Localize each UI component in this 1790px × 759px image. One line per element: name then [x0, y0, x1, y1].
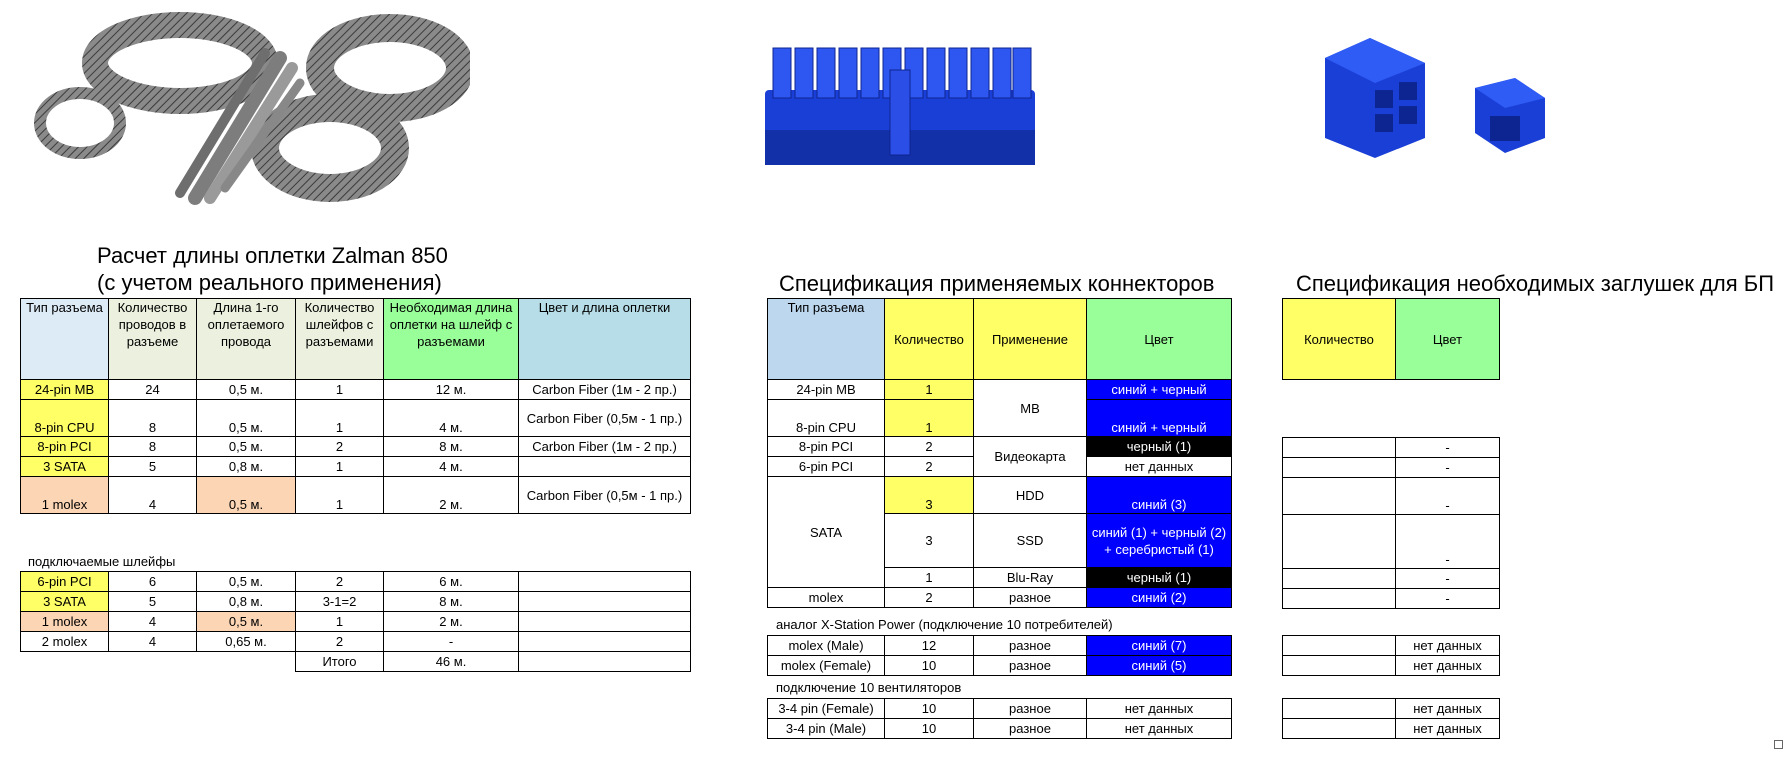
plug-xstation-table — [1282, 635, 1500, 676]
cell: 1 — [885, 380, 974, 400]
empty-cell — [21, 652, 109, 672]
cell: - — [1396, 569, 1500, 589]
cell: Carbon Fiber (1м - 2 пр.) — [519, 437, 691, 457]
cable-braid-image — [30, 8, 470, 208]
cell: 8-pin CPU — [21, 400, 109, 437]
cell — [519, 592, 691, 612]
right-title: Спецификация необходимых заглушек для БП — [1296, 271, 1775, 296]
middle-title: Спецификация применяемых коннекторов — [779, 271, 1215, 296]
cell — [1283, 515, 1396, 569]
cell: Carbon Fiber (0,5м - 1 пр.) — [519, 400, 691, 437]
cell: SSD — [974, 514, 1087, 568]
total-value: 46 м. — [384, 652, 519, 672]
cell: molex (Female) — [768, 656, 885, 676]
cell: 3 — [885, 477, 974, 514]
cell: 1 — [296, 380, 384, 400]
cell: разное — [974, 588, 1087, 608]
cell — [519, 652, 691, 672]
cell: 1 — [296, 400, 384, 437]
cell: синий (5) — [1087, 656, 1232, 676]
cell: нет данных — [1396, 719, 1500, 739]
cell: - — [1396, 458, 1500, 478]
table-row — [21, 457, 691, 477]
cell: 3-4 pin (Female) — [768, 699, 885, 719]
cell: 8 м. — [384, 437, 519, 457]
cell: - — [1396, 589, 1500, 609]
table-row — [1283, 478, 1500, 515]
cell: 3 SATA — [21, 457, 109, 477]
table-row — [768, 656, 1232, 676]
cell — [519, 572, 691, 592]
table-row — [21, 612, 691, 632]
header-cable-count: Количество шлейфов с разъемами — [296, 299, 384, 380]
cell: 12 — [885, 636, 974, 656]
cell — [1283, 569, 1396, 589]
cell: 2 — [296, 437, 384, 457]
table-row — [1283, 699, 1500, 719]
cell: 2 м. — [384, 477, 519, 514]
cell — [1283, 589, 1396, 609]
table-row — [21, 572, 691, 592]
cell: 3-1=2 — [296, 592, 384, 612]
cell: - — [384, 632, 519, 652]
cell: разное — [974, 699, 1087, 719]
cell: 1 molex — [21, 612, 109, 632]
cell: 4 — [109, 477, 197, 514]
cell: синий (3) — [1087, 477, 1232, 514]
cell: - — [1396, 478, 1500, 515]
cell: 0,65 м. — [197, 632, 296, 652]
plug-spec-header-table — [1282, 298, 1500, 380]
cell: 6 — [109, 572, 197, 592]
cell: 1 — [885, 568, 974, 588]
cell — [1283, 699, 1396, 719]
cell: 10 — [885, 719, 974, 739]
cell: нет данных — [1396, 656, 1500, 676]
left-title-line2: (с учетом реального применения) — [97, 270, 442, 295]
cell — [519, 632, 691, 652]
cell: 0,8 м. — [197, 457, 296, 477]
table-row — [1283, 589, 1500, 609]
cell — [519, 457, 691, 477]
table-row — [21, 437, 691, 457]
table-row — [768, 719, 1232, 739]
cell: 1 — [296, 477, 384, 514]
total-label: Итого — [296, 652, 384, 672]
cell: нет данных — [1087, 699, 1232, 719]
cell — [1283, 438, 1396, 458]
cell: Blu-Ray — [974, 568, 1087, 588]
cell: синий (7) — [1087, 636, 1232, 656]
left-title-line1: Расчет длины оплетки Zalman 850 — [97, 243, 448, 268]
table-row — [1283, 719, 1500, 739]
cell: 0,5 м. — [197, 612, 296, 632]
cell: 0,5 м. — [197, 437, 296, 457]
header-required-length: Необходимая длина оплетки на шлейф с разъемами — [384, 299, 519, 380]
connected-cables-label: подключаемые шлейфы — [28, 554, 176, 569]
cell: нет данных — [1396, 699, 1500, 719]
cell: 2 — [296, 572, 384, 592]
cell — [519, 612, 691, 632]
xstation-table — [767, 635, 1232, 676]
cell: 4 м. — [384, 457, 519, 477]
cell: molex (Male) — [768, 636, 885, 656]
cell — [1283, 458, 1396, 478]
table-row — [768, 437, 1232, 457]
connected-cables-table — [20, 571, 691, 672]
table-row — [21, 477, 691, 514]
table-row — [1283, 636, 1500, 656]
cell: синий + черный — [1087, 400, 1232, 437]
table-row — [768, 636, 1232, 656]
cell — [1283, 636, 1396, 656]
cell: черный (1) — [1087, 568, 1232, 588]
cell: 8-pin PCI — [21, 437, 109, 457]
cell: разное — [974, 656, 1087, 676]
cell: 1 — [885, 400, 974, 437]
table-row — [768, 588, 1232, 608]
cell — [1283, 478, 1396, 515]
cell: разное — [974, 636, 1087, 656]
fans-note: подключение 10 вентиляторов — [776, 680, 962, 695]
xstation-note: аналог X-Station Power (подключение 10 потребителей) — [776, 617, 1113, 632]
cell: 4 — [109, 632, 197, 652]
cell: 1 molex — [21, 477, 109, 514]
cell: 0,5 м. — [197, 380, 296, 400]
cell: 8 — [109, 437, 197, 457]
cell: 24-pin MB — [21, 380, 109, 400]
cell: 0,5 м. — [197, 572, 296, 592]
header-usage: Применение — [974, 299, 1087, 380]
cell: 10 — [885, 656, 974, 676]
cell: HDD — [974, 477, 1087, 514]
header-quantity: Количество — [1283, 299, 1396, 380]
total-row — [21, 652, 691, 672]
plug-fans-table — [1282, 698, 1500, 739]
cell: разное — [974, 719, 1087, 739]
cell: 3-4 pin (Male) — [768, 719, 885, 739]
cell: синий (1) + черный (2) + серебристый (1) — [1087, 514, 1232, 568]
table-row — [1283, 515, 1500, 569]
connector-spec-table — [767, 298, 1232, 608]
fans-table — [767, 698, 1232, 739]
table-row — [1283, 438, 1500, 458]
header-connector-type: Тип разъема — [21, 299, 109, 380]
cell: 8-pin PCI — [768, 437, 885, 457]
table-row — [21, 400, 691, 437]
cell: 5 — [109, 457, 197, 477]
cell: MB — [974, 380, 1087, 437]
cell: 1 — [296, 612, 384, 632]
cell: 3 — [885, 514, 974, 568]
cell: 4 — [109, 612, 197, 632]
cell: - — [1396, 438, 1500, 458]
header-connector-type: Тип разъема — [768, 299, 885, 380]
table-row — [21, 380, 691, 400]
cell: нет данных — [1087, 719, 1232, 739]
cell: 2 — [885, 437, 974, 457]
table-row — [768, 699, 1232, 719]
plug-spec-table — [1282, 437, 1500, 609]
cell: 12 м. — [384, 380, 519, 400]
cell: 6-pin PCI — [21, 572, 109, 592]
header-quantity: Количество — [885, 299, 974, 380]
cell: 0,8 м. — [197, 592, 296, 612]
table-row — [21, 592, 691, 612]
cell — [1283, 719, 1396, 739]
header-color: Цвет — [1087, 299, 1232, 380]
connector-6pin-image — [1315, 28, 1555, 158]
table-row — [1283, 458, 1500, 478]
cell: 24-pin MB — [768, 380, 885, 400]
cell: 8-pin CPU — [768, 400, 885, 437]
table-row — [768, 477, 1232, 514]
connector-24pin-image — [755, 40, 1045, 170]
cell: 4 м. — [384, 400, 519, 437]
cell: Carbon Fiber (0,5м - 1 пр.) — [519, 477, 691, 514]
cell: синий + черный — [1087, 380, 1232, 400]
table-row — [1283, 656, 1500, 676]
cell: синий (2) — [1087, 588, 1232, 608]
cell: 0,5 м. — [197, 400, 296, 437]
table-row — [21, 632, 691, 652]
cell: нет данных — [1396, 636, 1500, 656]
empty-cell — [197, 652, 296, 672]
cell: 8 — [109, 400, 197, 437]
cell: Carbon Fiber (1м - 2 пр.) — [519, 380, 691, 400]
cell: - — [1396, 515, 1500, 569]
cell: нет данных — [1087, 457, 1232, 477]
braid-length-table — [20, 298, 691, 514]
cell: 2 м. — [384, 612, 519, 632]
cell: 5 — [109, 592, 197, 612]
empty-cell — [109, 652, 197, 672]
cell: черный (1) — [1087, 437, 1232, 457]
cell: Видеокарта — [974, 437, 1087, 477]
header-color: Цвет — [1396, 299, 1500, 380]
cell: 6 м. — [384, 572, 519, 592]
cell: 10 — [885, 699, 974, 719]
header-braid-color: Цвет и длина оплетки — [519, 299, 691, 380]
cell: 6-pin PCI — [768, 457, 885, 477]
header-wire-count: Количество проводов в разъеме — [109, 299, 197, 380]
cell: 2 — [296, 632, 384, 652]
cell: 8 м. — [384, 592, 519, 612]
table-row — [1283, 569, 1500, 589]
cell: 2 — [885, 457, 974, 477]
cell: 2 — [885, 588, 974, 608]
cell: 3 SATA — [21, 592, 109, 612]
cell: SATA — [768, 477, 885, 588]
header-wire-length: Длина 1-го оплетаемого провода — [197, 299, 296, 380]
resize-handle-icon[interactable] — [1774, 740, 1783, 749]
table-row — [768, 380, 1232, 400]
cell: 2 molex — [21, 632, 109, 652]
cell: 0,5 м. — [197, 477, 296, 514]
cell: molex — [768, 588, 885, 608]
cell: 1 — [296, 457, 384, 477]
cell — [1283, 656, 1396, 676]
cell: 24 — [109, 380, 197, 400]
